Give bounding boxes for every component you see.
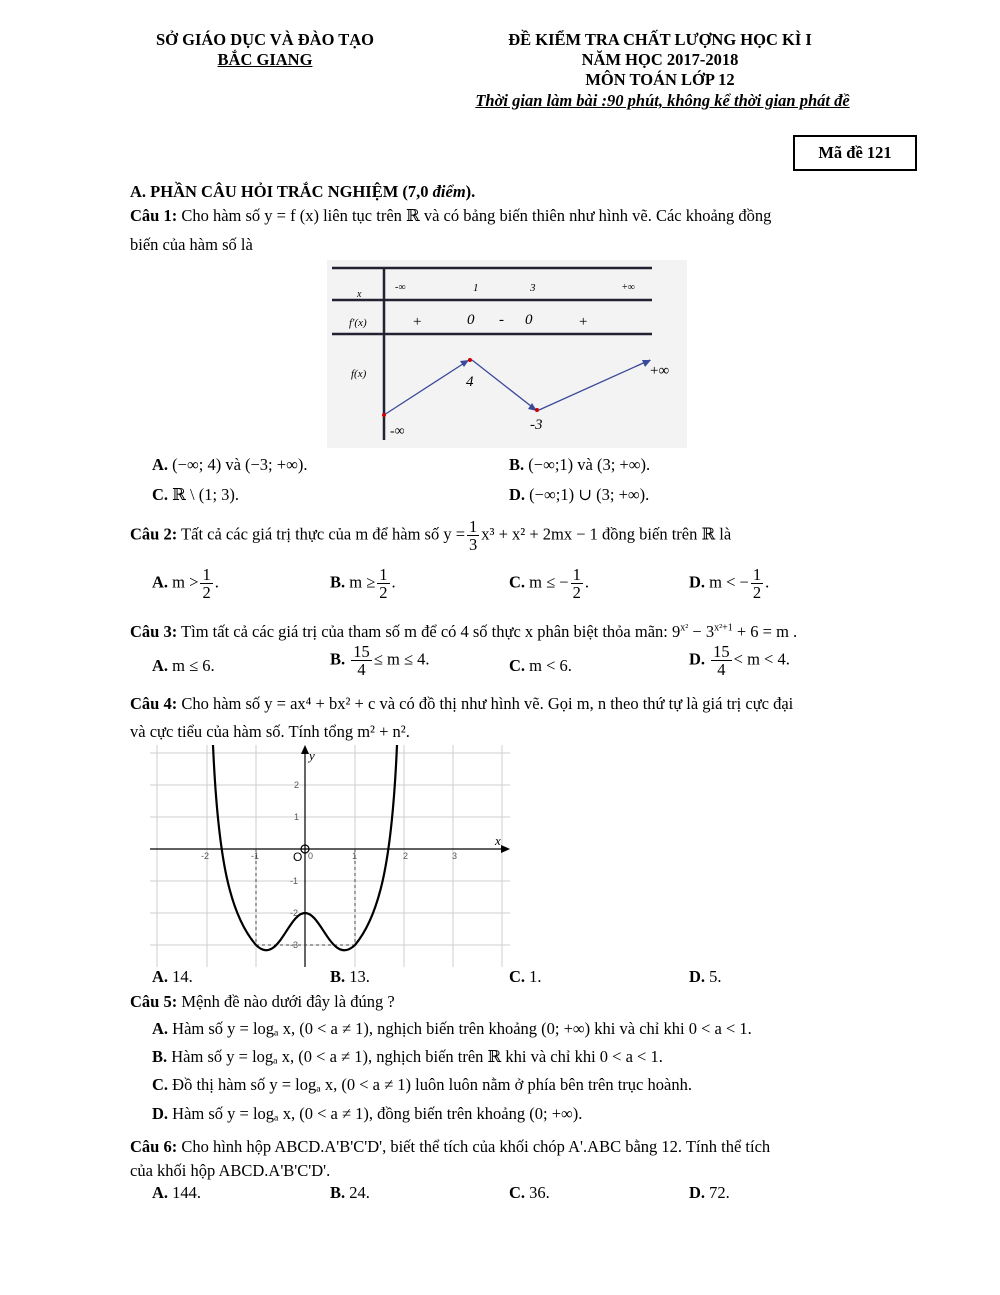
q5-option-d-letter: D.: [152, 1104, 169, 1123]
q2-option-c-fraction: [571, 566, 583, 602]
y-tick--1: -1: [290, 876, 299, 886]
q1-option-a-letter: A.: [152, 455, 169, 474]
x-val-1: -∞: [395, 282, 406, 293]
q3-option-a-letter: A.: [152, 656, 169, 675]
point-start: [382, 413, 386, 417]
province-name: BẮC GIANG: [217, 50, 313, 69]
fprime-sign-3: +: [579, 314, 588, 330]
q2-option-b-post: .: [391, 572, 396, 592]
q2-option-d-letter: D.: [689, 572, 706, 592]
q3-option-b-post: ≤ m ≤ 4.: [373, 649, 430, 669]
f-min-value: -3: [530, 417, 543, 433]
fprime-zero-1: 0: [467, 312, 475, 328]
q4-option-d-text: 5.: [709, 967, 722, 986]
section-title: [130, 182, 475, 202]
q4-option-a-text: 14.: [172, 967, 193, 986]
q3-option-c-text: m < 6.: [529, 656, 572, 675]
point-min: [535, 408, 539, 412]
x-tick--2: -2: [201, 851, 210, 861]
q3-option-d[interactable]: [689, 643, 790, 679]
q3-option-b[interactable]: [330, 643, 429, 679]
q1-option-c[interactable]: [152, 485, 239, 505]
x-val-2: 1: [473, 282, 479, 294]
q2-option-b[interactable]: [330, 566, 396, 602]
q6-option-c[interactable]: [509, 1183, 550, 1203]
fprime-sign-2: -: [499, 312, 504, 328]
q1-option-a-text: (−∞; 4) và (−3; +∞).: [172, 455, 308, 474]
q5-option-b-letter: B.: [152, 1047, 168, 1066]
x-tick-0: 0: [308, 851, 314, 861]
q1-option-d-text: (−∞;1) ∪ (3; +∞).: [529, 485, 650, 504]
q3-option-b-letter: B.: [330, 649, 346, 669]
function-graph: [150, 745, 510, 967]
q2-option-a[interactable]: [152, 566, 219, 602]
question-2-fraction: [467, 518, 479, 554]
x-axis-label: x: [495, 833, 501, 848]
q1-option-b[interactable]: [509, 455, 650, 475]
x-label: x: [357, 289, 362, 300]
q2-option-c-pre: m ≤ −: [529, 572, 569, 592]
fprime-label: f'(x): [349, 317, 367, 329]
section-title-main: A. PHẦN CÂU HỎI TRẮC NGHIỆM (7,0: [130, 182, 433, 201]
q6-option-b-text: 24.: [349, 1183, 370, 1202]
section-title-end: ).: [465, 182, 476, 201]
q3-option-b-den: 4: [357, 660, 366, 680]
point-max: [468, 358, 472, 362]
x-tick-3: 3: [452, 851, 458, 861]
q2-option-a-pre: m >: [172, 572, 199, 592]
q1-option-d[interactable]: [509, 485, 649, 505]
q3-option-b-fraction: [351, 643, 372, 679]
q2-option-c-num: 1: [572, 565, 581, 584]
f-minus-infinity: -∞: [390, 424, 405, 439]
question-5-label: Câu 5:: [130, 992, 178, 1011]
q5-option-a-text: Hàm số y = logₐ x, (0 < a ≠ 1), nghịch biến trên khoảng (0; +∞) khi và chỉ khi 0 < a < 1.: [168, 1019, 752, 1038]
question-6-text-2: của khối hộp ABCD.A'B'C'D'.: [130, 1161, 331, 1180]
variation-table: [327, 260, 687, 448]
q4-option-b-text: 13.: [349, 967, 370, 986]
q4-option-c[interactable]: [509, 967, 542, 987]
q2-option-c[interactable]: [509, 566, 589, 602]
q2-option-c-den: 2: [572, 583, 581, 603]
x-val-4: +∞: [622, 282, 635, 293]
f-label: f(x): [351, 368, 367, 380]
q2-option-a-den: 2: [202, 583, 211, 603]
q2-option-d-num: 1: [752, 565, 762, 584]
q2-option-d[interactable]: [689, 566, 769, 602]
q1-option-b-text: (−∞;1) và (3; +∞).: [528, 455, 651, 474]
question-2-text-a: Tất cả các giá trị thực của m để hàm số y =: [177, 524, 466, 544]
q6-option-a-letter: A.: [152, 1183, 169, 1202]
q4-option-d-letter: D.: [689, 967, 706, 986]
q4-option-c-letter: C.: [509, 967, 526, 986]
question-4-line-1: [130, 694, 793, 714]
q1-option-a[interactable]: [152, 455, 307, 475]
question-6-line-1: [130, 1137, 770, 1157]
q1-option-b-letter: B.: [509, 455, 525, 474]
x-tick--1: -1: [251, 851, 260, 861]
question-3-exp-2: x²+1: [714, 622, 733, 634]
x-tick-2: 2: [403, 851, 409, 861]
question-2-label: Câu 2:: [130, 524, 178, 544]
q3-option-c-letter: C.: [509, 656, 526, 675]
question-6-label: Câu 6:: [130, 1137, 178, 1156]
f-max-value: 4: [466, 374, 474, 390]
q3-option-d-den: 4: [717, 660, 726, 680]
section-title-points: điểm: [432, 182, 466, 201]
x-val-3: 3: [530, 282, 536, 294]
y-tick-2: 2: [294, 780, 300, 790]
q6-option-b-letter: B.: [330, 1183, 346, 1202]
department-name: SỞ GIÁO DỤC VÀ ĐÀO TẠO: [155, 30, 375, 49]
y-tick-1: 1: [294, 812, 300, 822]
q6-option-a-text: 144.: [172, 1183, 202, 1202]
q1-option-c-letter: C.: [152, 485, 169, 504]
q6-option-c-text: 36.: [529, 1183, 550, 1202]
question-3-line: [130, 622, 797, 642]
question-1-text-2: biến của hàm số là: [130, 235, 253, 254]
y-axis-label: y: [309, 748, 315, 763]
q4-option-d[interactable]: [689, 967, 722, 987]
q3-option-d-num: 15: [713, 642, 730, 661]
origin-label: O: [293, 850, 303, 864]
q3-option-d-letter: D.: [689, 649, 706, 669]
q2-option-b-den: 2: [379, 583, 388, 603]
q2-option-d-pre: m < −: [709, 572, 749, 592]
school-year: NĂM HỌC 2017-2018: [581, 50, 739, 69]
q6-option-c-letter: C.: [509, 1183, 526, 1202]
q5-option-d-text: Hàm số y = logₐ x, (0 < a ≠ 1), đồng biến trên khoảng (0; +∞).: [168, 1104, 583, 1123]
q4-option-a[interactable]: [152, 967, 193, 987]
question-3-exp-1: x²: [680, 622, 689, 634]
q3-option-a-text: m ≤ 6.: [172, 656, 215, 675]
q3-option-d-fraction: [711, 643, 732, 679]
q4-option-b[interactable]: [330, 967, 370, 987]
exam-code-box: Mã đề 121: [793, 135, 917, 171]
question-6-text-1: Cho hình hộp ABCD.A'B'C'D', biết thể tích của khối chóp A'.ABC bằng 12. Tính thể tích: [177, 1137, 771, 1156]
q2-option-d-fraction: [751, 566, 763, 602]
question-2-frac-num: 1: [469, 517, 478, 536]
y-tick--2: -2: [290, 908, 299, 918]
question-1-label: Câu 1:: [130, 206, 178, 225]
q5-option-a[interactable]: [152, 1019, 752, 1039]
q2-option-c-post: .: [584, 572, 589, 592]
q3-option-c[interactable]: [509, 656, 572, 676]
x-tick-1: 1: [352, 851, 358, 861]
question-4-label: Câu 4:: [130, 694, 178, 713]
q2-option-c-letter: C.: [509, 572, 526, 592]
y-axis-arrow: [301, 745, 309, 754]
question-5-line: [130, 992, 395, 1012]
q2-option-d-den: 2: [752, 583, 762, 603]
q3-option-b-num: 15: [353, 642, 370, 661]
q4-option-b-letter: B.: [330, 967, 346, 986]
x-axis-arrow: [501, 845, 510, 853]
q5-option-b-text: Hàm số y = logₐ x, (0 < a ≠ 1), nghịch biến trên ℝ khi và chỉ khi 0 < a < 1.: [167, 1047, 663, 1066]
fprime-zero-2: 0: [525, 312, 533, 328]
q2-option-a-num: 1: [202, 565, 211, 584]
subject: MÔN TOÁN LỚP 12: [585, 70, 735, 89]
q6-option-a[interactable]: [152, 1183, 201, 1203]
question-4-text-1: Cho hàm số y = ax⁴ + bx² + c và có đồ thị như hình vẽ. Gọi m, n theo thứ tự là giá trị cực đại: [177, 694, 794, 713]
question-3-end: + 6 = m .: [732, 622, 798, 641]
q6-option-d-letter: D.: [689, 1183, 706, 1202]
q2-option-b-pre: m ≥: [349, 572, 376, 592]
q1-option-c-text: ℝ \ (1; 3).: [172, 485, 240, 504]
q2-option-a-letter: A.: [152, 572, 169, 592]
question-2-text-b: x³ + x² + 2mx − 1 đồng biến trên ℝ là: [481, 524, 732, 544]
q6-option-d[interactable]: [689, 1183, 730, 1203]
f-plus-infinity: +∞: [650, 363, 670, 379]
q3-option-d-post: < m < 4.: [733, 649, 790, 669]
q2-option-b-num: 1: [379, 565, 388, 584]
question-2-frac-den: 3: [469, 535, 478, 555]
q2-option-b-letter: B.: [330, 572, 346, 592]
time-allowed: Thời gian làm bài :90 phút, không kể thời gian phát đề: [475, 91, 850, 110]
q3-option-a[interactable]: [152, 656, 215, 676]
q6-option-b[interactable]: [330, 1183, 370, 1203]
q5-option-b[interactable]: [152, 1047, 663, 1067]
q5-option-a-letter: A.: [152, 1019, 169, 1038]
question-5-text: Mệnh đề nào dưới đây là đúng ?: [177, 992, 395, 1011]
q5-option-c-letter: C.: [152, 1075, 169, 1094]
q4-option-a-letter: A.: [152, 967, 169, 986]
q4-option-c-text: 1.: [529, 967, 542, 986]
q2-option-b-fraction: [377, 566, 389, 602]
question-2-line: [130, 518, 731, 554]
q5-option-c[interactable]: [152, 1075, 692, 1095]
q5-option-d[interactable]: [152, 1104, 582, 1124]
q1-option-d-letter: D.: [509, 485, 526, 504]
question-3-text: Tìm tất cả các giá trị của tham số m để có 4 số thực x phân biệt thỏa mãn: 9: [177, 622, 681, 641]
y-tick--3: -3: [290, 940, 299, 950]
q2-option-d-post: .: [765, 572, 770, 592]
fprime-sign-1: +: [413, 314, 422, 330]
q2-option-a-post: .: [214, 572, 219, 592]
q6-option-d-text: 72.: [709, 1183, 730, 1202]
question-1-text-1: Cho hàm số y = f (x) liên tục trên ℝ và có bảng biến thiên như hình vẽ. Các khoảng đồng: [177, 206, 772, 225]
exam-title: ĐỀ KIỂM TRA CHẤT LƯỢNG HỌC KÌ I: [508, 30, 812, 49]
question-4-text-2: và cực tiểu của hàm số. Tính tổng m² + n².: [130, 722, 410, 741]
question-3-label: Câu 3:: [130, 622, 178, 641]
q5-option-c-text: Đồ thị hàm số y = logₐ x, (0 < a ≠ 1) luôn luôn nằm ở phía bên trên trục hoành.: [168, 1075, 692, 1094]
question-1-line-1: [130, 206, 771, 226]
q2-option-a-fraction: [200, 566, 212, 602]
question-3-mid: − 3: [688, 622, 715, 641]
